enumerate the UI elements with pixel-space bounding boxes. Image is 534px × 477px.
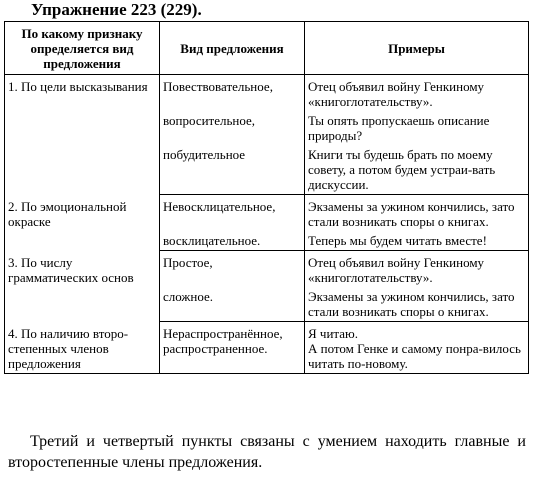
type-cell: вопросительное,	[160, 109, 305, 143]
type-cell: Простое,	[160, 251, 305, 286]
exercise-title: Упражнение 223 (229).	[31, 0, 202, 19]
criterion-cell: 3. По числу грамматических основ	[5, 251, 160, 322]
conclusion-text: Третий и четвертый пункты связаны с умением находить главные и второстепенные члены предложения.	[8, 433, 526, 471]
type-cell: побудительное	[160, 143, 305, 195]
example-cell: Экзамены за ужином кончились, зато стали возникать споры о книгах.	[305, 285, 529, 322]
type-cell: Повествовательное,	[160, 75, 305, 110]
type-cell: Нераспространённое, распространенное.	[160, 322, 305, 374]
example-text: А потом Генке и самому понра-вилось читать по-новому.	[308, 341, 521, 371]
criterion-cell: 2. По эмоциональной окраске	[5, 195, 160, 251]
type-cell: восклицательное.	[160, 229, 305, 251]
example-cell: Книги ты будешь брать по моему совету, а потом будем устраи-вать дискуссии.	[305, 143, 529, 195]
table-row	[5, 195, 529, 230]
example-cell: Теперь мы будем читать вместе!	[305, 229, 529, 251]
example-text: Я читаю.	[308, 326, 358, 341]
header-type: Вид предложения	[160, 22, 305, 75]
sentence-types-table	[4, 21, 529, 374]
example-cell: Ты опять пропускаешь описание природы?	[305, 109, 529, 143]
type-cell: сложное.	[160, 285, 305, 322]
header-criterion: По какому признаку определяется вид предложения	[5, 22, 160, 75]
example-cell	[305, 322, 529, 374]
criterion-cell: 4. По наличию второ-степенных членов предложения	[5, 322, 160, 374]
table-header-row	[5, 22, 529, 75]
table-row	[5, 251, 529, 286]
header-examples: Примеры	[305, 22, 529, 75]
example-cell: Отец объявил войну Генкиному «книгоглотательству».	[305, 251, 529, 286]
example-cell: Отец объявил войну Генкиному «книгоглотательству».	[305, 75, 529, 110]
example-cell: Экзамены за ужином кончились, зато стали возникать споры о книгах.	[305, 195, 529, 230]
table-row	[5, 75, 529, 110]
type-cell: Невосклицательное,	[160, 195, 305, 230]
table-row	[5, 322, 529, 374]
criterion-cell: 1. По цели высказывания	[5, 75, 160, 195]
